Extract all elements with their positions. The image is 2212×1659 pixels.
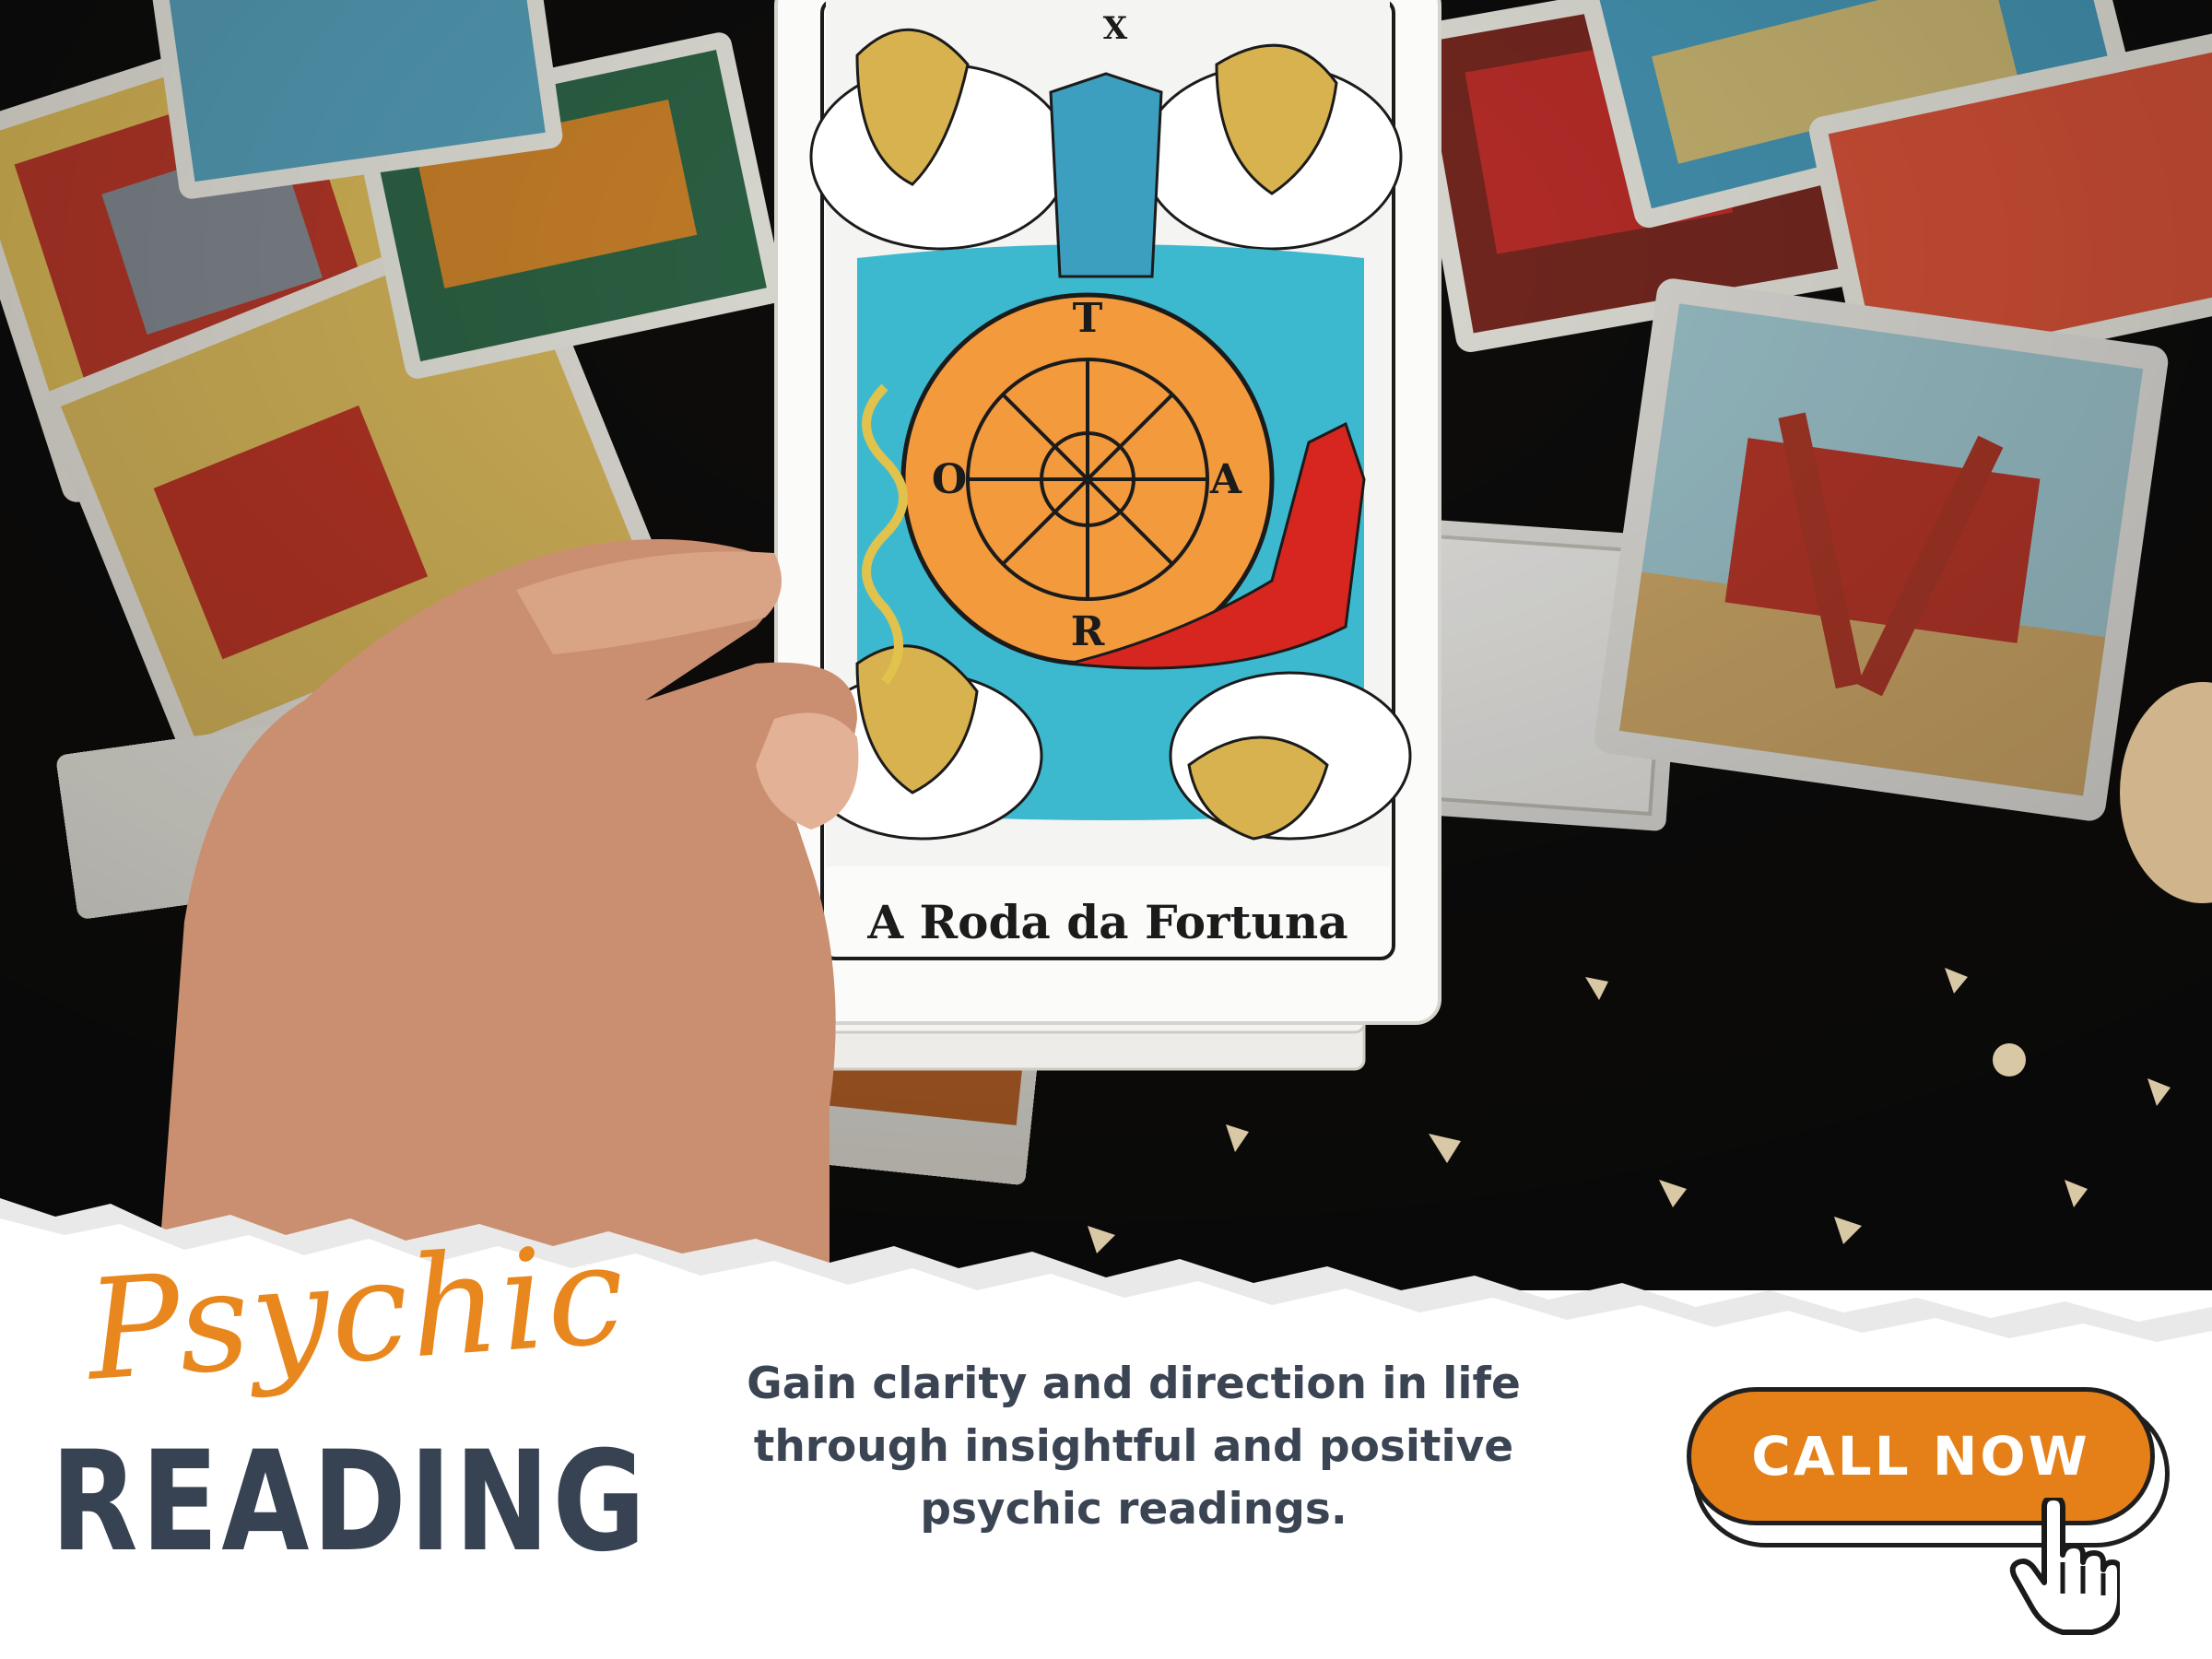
- wheel-letter-bottom: R: [1070, 608, 1105, 655]
- brand-heading-word: READING: [51, 1422, 649, 1583]
- card-title: A Roda da Fortuna: [867, 895, 1348, 949]
- tagline-line: Gain clarity and direction in life: [747, 1359, 1521, 1409]
- wheel-letter-left: O: [931, 456, 968, 503]
- tagline-line: through insightful and positive: [753, 1421, 1514, 1472]
- tarot-card: [776, 0, 1440, 1023]
- pointer-hand-icon: [2009, 1498, 2120, 1636]
- wheel-letter-right: A: [1209, 456, 1242, 503]
- call-now-button[interactable]: CALL NOW: [1687, 1387, 2155, 1525]
- wheel-letter-top: T: [1072, 295, 1103, 342]
- tagline-line: psychic readings.: [920, 1484, 1347, 1535]
- card-numeral: X: [1102, 10, 1128, 47]
- brand-script-word: Psychic: [81, 1214, 631, 1412]
- tagline: [737, 1353, 1530, 1541]
